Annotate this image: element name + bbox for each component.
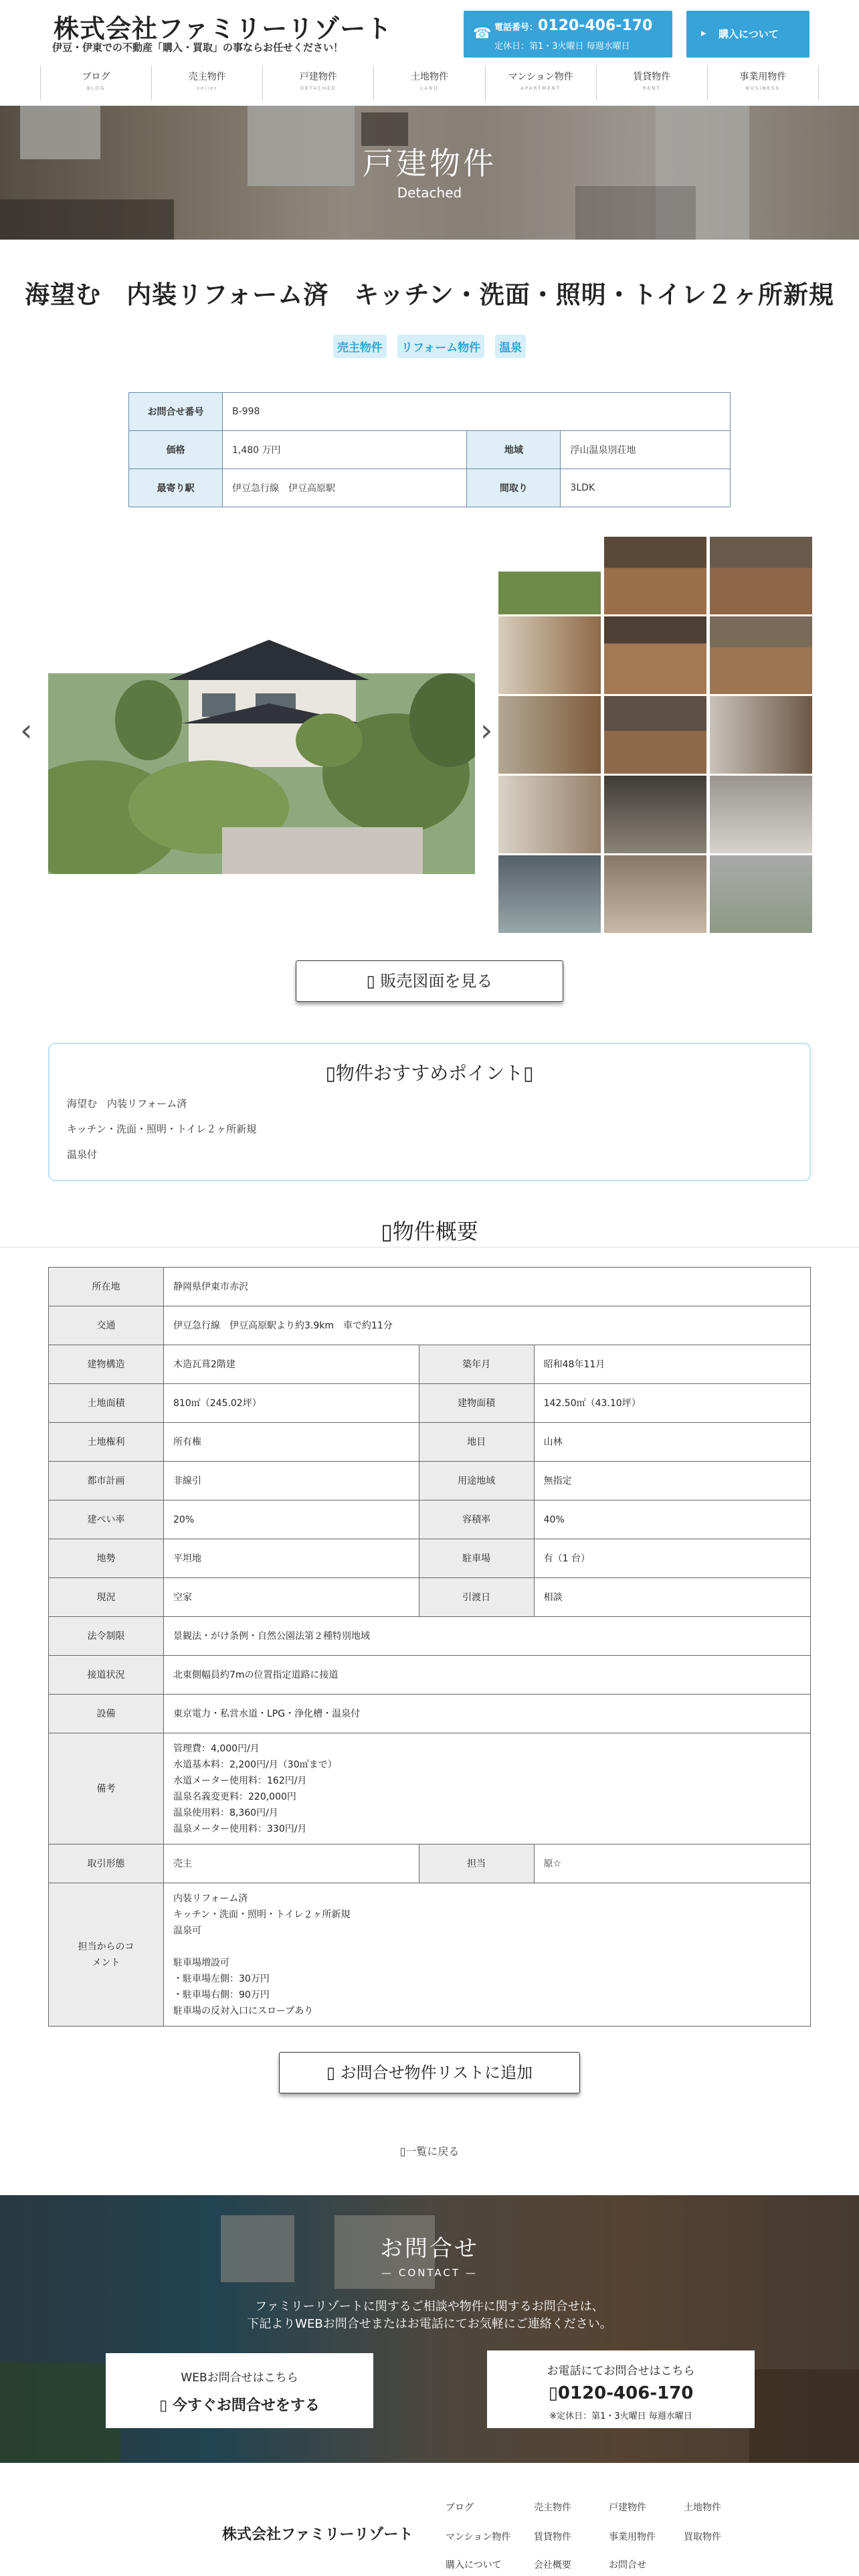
- nav-sublabel: LAND: [420, 86, 439, 91]
- structure-value: 木造瓦葺2階建: [164, 1345, 419, 1384]
- contact-phone-number: 0120-406-170: [557, 2383, 694, 2403]
- divider: [0, 1247, 859, 1248]
- thumbnail[interactable]: [498, 537, 601, 614]
- house-icon: ▯: [381, 1219, 393, 1244]
- nav-sublabel: BUSINESS: [745, 86, 780, 91]
- recommend-point: 海望む 内装リフォーム済: [67, 1098, 187, 1110]
- station-label: 最寄り駅: [129, 469, 223, 507]
- nav-item-blog[interactable]: [40, 66, 151, 100]
- phone-icon: ☎: [473, 25, 492, 42]
- road-label: 接道状況: [49, 1656, 164, 1695]
- zoning-label: 用途地域: [419, 1462, 534, 1500]
- thumbnail[interactable]: [710, 616, 812, 694]
- law-label: 法令制限: [49, 1617, 164, 1656]
- tag-onsen[interactable]: 温泉: [495, 335, 526, 358]
- contact-desc: 下記よりWEBお問合せまたはお電話にてお気軽にご連絡ください。: [247, 2317, 612, 2331]
- area-value: 浮山温泉別荘地: [561, 431, 731, 469]
- info-icon: ▸: [701, 27, 706, 39]
- footer-link[interactable]: ブログ: [446, 2502, 474, 2513]
- web-contact-button[interactable]: [106, 2353, 373, 2428]
- comment-spacer: [173, 1939, 801, 1955]
- deal-label: 取引形態: [49, 1844, 164, 1883]
- nav-item-detached[interactable]: [262, 66, 373, 100]
- buy-info-label: 購入について: [719, 28, 779, 40]
- facility-value: 東京電力・私営水道・LPG・浄化槽・温泉付: [164, 1695, 811, 1733]
- location-value: 静岡県伊東市赤沢: [164, 1268, 811, 1306]
- handover-label: 引渡日: [419, 1578, 534, 1617]
- nav-sublabel: DETACHED: [300, 86, 337, 91]
- city-plan-value: 非線引: [164, 1462, 419, 1500]
- facility-label: 設備: [49, 1695, 164, 1733]
- nav-item-business[interactable]: [707, 66, 819, 100]
- note-line: 管理費：4,000円/月: [173, 1743, 260, 1754]
- nav-label: 事業用物件: [739, 72, 787, 82]
- land-area-label: 土地面積: [49, 1384, 164, 1423]
- mail-icon: ▯: [159, 2397, 173, 2414]
- plus-icon: ▯: [326, 2063, 341, 2082]
- thumbnail[interactable]: [498, 776, 601, 853]
- parking-value: 有（1 台）: [534, 1539, 810, 1578]
- footer-link[interactable]: 会社概要: [534, 2560, 571, 2571]
- far-label: 容積率: [419, 1500, 534, 1539]
- phone-contact-label: お電話にてお問合せはこちら: [547, 2365, 695, 2378]
- city-plan-label: 都市計画: [49, 1462, 164, 1500]
- transport-label: 交通: [49, 1306, 164, 1345]
- thumbnail[interactable]: [498, 855, 601, 933]
- terrain-label: 地勢: [49, 1539, 164, 1578]
- phone-prefix: 電話番号：: [494, 23, 539, 33]
- nav-sublabel: BLOG: [86, 86, 106, 91]
- built-value: 昭和48年11月: [534, 1345, 810, 1384]
- contact-hours: ※定休日：第1・3火曜日 毎週水曜日: [549, 2411, 692, 2421]
- phone-number: 0120-406-170: [538, 17, 653, 34]
- tag-seller[interactable]: 売主物件: [333, 335, 387, 358]
- site-logo[interactable]: 株式会社ファミリーリゾート: [54, 14, 393, 44]
- phone-contact-box[interactable]: [487, 2350, 755, 2428]
- check-icon: ▯: [523, 1062, 534, 1084]
- layout-label: 間取り: [467, 469, 561, 507]
- property-title: 海望む 内装リフォーム済 キッチン・洗面・照明・トイレ２ヶ所新規: [25, 280, 834, 309]
- comment-value: [164, 1883, 811, 2027]
- road-value: 北東側幅員約7mの位置指定道路に接道: [164, 1656, 811, 1695]
- bldg-area-label: 建物面積: [419, 1384, 534, 1423]
- recommend-box: [48, 1043, 811, 1181]
- chevron-left-icon[interactable]: ‹: [20, 712, 33, 748]
- nav-sublabel: RENT: [642, 86, 661, 91]
- thumbnail[interactable]: [710, 537, 812, 614]
- bcr-value: 20%: [164, 1500, 419, 1539]
- floorplan-button[interactable]: [296, 960, 563, 1002]
- add-to-list-button[interactable]: [279, 2052, 580, 2093]
- overview-title: [0, 1215, 859, 1246]
- note-line: 温泉メーター使用料：330円/月: [173, 1823, 307, 1834]
- phone-icon: ▯: [548, 2383, 558, 2403]
- comment-line: 内装リフォーム済: [173, 1893, 248, 1904]
- site-header: [0, 0, 859, 106]
- status-label: 現況: [49, 1578, 164, 1617]
- main-photo: [48, 553, 475, 874]
- staff-label: 担当: [419, 1844, 534, 1883]
- land-area-value: 810㎡（245.02坪）: [164, 1384, 419, 1423]
- hero-subtitle: Detached: [397, 185, 462, 201]
- comment-line: ・駐車場左側：30万円: [173, 1973, 270, 1984]
- floorplan-button-label: 販売図面を見る: [380, 972, 493, 991]
- nav-label: 土地物件: [410, 72, 448, 82]
- land-right-value: 所有権: [164, 1423, 419, 1462]
- chevron-right-icon[interactable]: ›: [480, 712, 493, 748]
- parking-label: 駐車場: [419, 1539, 534, 1578]
- layout-value: 3LDK: [561, 469, 731, 507]
- hero-title: 戸建物件: [363, 145, 496, 181]
- back-icon: ▯: [399, 2145, 406, 2158]
- footer-link[interactable]: 売主物件: [534, 2502, 571, 2513]
- transport-value: 伊豆急行線 伊豆高原駅より約3.9km 車で約11分: [164, 1306, 811, 1345]
- nav-item-land[interactable]: [373, 66, 484, 100]
- staff-value: 原☆: [534, 1844, 810, 1883]
- recommend-point: キッチン・洗面・照明・トイレ２ヶ所新規: [67, 1123, 257, 1135]
- footer-link[interactable]: 土地物件: [684, 2502, 721, 2513]
- category-value: 山林: [534, 1423, 810, 1462]
- price-value: 1,480 万円: [223, 431, 467, 469]
- main-nav: [40, 66, 819, 100]
- footer-link[interactable]: 事業用物件: [609, 2532, 656, 2543]
- comment-line: 駐車場の反対入口にスロープあり: [173, 2005, 314, 2016]
- law-value: 景観法・がけ条例・自然公園法第２種特別地域: [164, 1617, 811, 1656]
- thumbnail[interactable]: [604, 855, 706, 933]
- handover-value: 相談: [534, 1578, 810, 1617]
- check-icon: ▯: [325, 1062, 336, 1084]
- web-contact-label: WEBお問合せはこちら: [181, 2371, 298, 2385]
- thumbnail-grid: [498, 537, 812, 933]
- note-line: 水道基本料：2,200円/月（30㎥まで）: [173, 1759, 337, 1770]
- nav-label: マンション物件: [508, 72, 573, 82]
- thumbnail[interactable]: [710, 855, 812, 933]
- built-label: 築年月: [419, 1345, 534, 1384]
- footer-link[interactable]: 購入について: [446, 2560, 502, 2571]
- buy-info-button[interactable]: [686, 11, 809, 58]
- footer-link[interactable]: マンション物件: [446, 2532, 511, 2543]
- land-right-label: 土地権利: [49, 1423, 164, 1462]
- back-to-list-label: 一覧に戻る: [405, 2145, 460, 2158]
- nav-label: ブログ: [82, 72, 110, 82]
- phone-button[interactable]: [464, 11, 672, 58]
- nav-label: 売主物件: [188, 72, 226, 82]
- status-value: 空家: [164, 1578, 419, 1617]
- thumbnail[interactable]: [604, 616, 706, 694]
- footer-link[interactable]: 買取物件: [684, 2532, 721, 2543]
- nav-label: 賃貸物件: [633, 72, 671, 82]
- deal-value: 売主: [164, 1844, 419, 1883]
- business-hours: 定休日：第1・3火曜日 毎週水曜日: [494, 41, 630, 52]
- comment-line: キッチン・洗面・照明・トイレ２ヶ所新規: [173, 1909, 351, 1920]
- add-to-list-label: お問合せ物件リストに追加: [340, 2063, 533, 2082]
- terrain-value: 平坦地: [164, 1539, 419, 1578]
- thumbnail[interactable]: [604, 776, 706, 853]
- note-line: 温泉使用料：8,360円/月: [173, 1807, 278, 1818]
- zoning-value: 無指定: [534, 1462, 810, 1500]
- tag-reform[interactable]: リフォーム物件: [397, 335, 484, 358]
- location-label: 所在地: [49, 1268, 164, 1306]
- bcr-label: 建ぺい率: [49, 1500, 164, 1539]
- nav-item-seller[interactable]: [151, 66, 262, 100]
- contact-desc: ファミリーリゾートに関するご相談や物件に関するお問合せは、: [255, 2300, 604, 2314]
- notes-value: [164, 1733, 811, 1844]
- overview-table: [48, 1267, 811, 2027]
- station-value: 伊豆急行線 伊豆高原駅: [223, 469, 467, 507]
- nav-item-rent[interactable]: [596, 66, 707, 100]
- bldg-area-value: 142.50㎡（43.10坪）: [534, 1384, 810, 1423]
- back-to-list-link[interactable]: [0, 2143, 859, 2158]
- nav-item-apartment[interactable]: [485, 66, 596, 100]
- structure-label: 建物構造: [49, 1345, 164, 1384]
- comment-line: 駐車場増設可: [173, 1957, 229, 1968]
- nav-sublabel: APARTMENT: [520, 86, 561, 91]
- thumbnail[interactable]: [604, 537, 706, 614]
- contact-subtitle: — CONTACT —: [381, 2267, 478, 2279]
- far-value: 40%: [534, 1500, 810, 1539]
- recommend-title: [50, 1059, 809, 1086]
- price-label: 価格: [129, 431, 223, 469]
- tag-list: [0, 335, 859, 358]
- area-label: 地域: [467, 431, 561, 469]
- footer-link[interactable]: 戸建物件: [609, 2502, 646, 2513]
- contact-title: お問合せ: [380, 2235, 479, 2262]
- note-line: 温泉名義変更料：220,000円: [173, 1791, 296, 1802]
- thumbnail[interactable]: [710, 776, 812, 853]
- thumbnail[interactable]: [710, 696, 812, 774]
- hero-banner: [0, 106, 859, 240]
- notes-label: 備考: [49, 1733, 164, 1844]
- contact-section: [0, 2195, 859, 2463]
- recommend-title-text: 物件おすすめポイント: [335, 1062, 524, 1084]
- footer-logo[interactable]: 株式会社ファミリーリゾート: [222, 2526, 413, 2543]
- nav-sublabel: seller: [197, 86, 218, 91]
- summary-table: [128, 392, 731, 507]
- comment-line: 温泉可: [173, 1925, 201, 1936]
- nav-label: 戸建物件: [299, 72, 337, 82]
- footer-link[interactable]: お問合せ: [609, 2560, 646, 2571]
- document-icon: ▯: [366, 972, 381, 991]
- id-value: B-998: [223, 393, 731, 431]
- tagline: 伊豆・伊東での不動産「購入・買取」の事ならお任せください！: [52, 41, 344, 54]
- thumbnail[interactable]: [604, 696, 706, 774]
- category-label: 地目: [419, 1423, 534, 1462]
- comment-label-text: 担当からのコメント: [78, 1941, 134, 1968]
- recommend-point: 温泉付: [67, 1148, 98, 1161]
- overview-title-text: 物件概要: [392, 1219, 478, 1244]
- thumbnail[interactable]: [498, 696, 601, 774]
- comment-label: [49, 1883, 164, 2027]
- footer-link[interactable]: 賃貸物件: [534, 2532, 571, 2543]
- id-label: お問合せ番号: [129, 393, 223, 431]
- comment-line: ・駐車場右側：90万円: [173, 1989, 270, 2000]
- note-line: 水道メーター使用料：162円/月: [173, 1775, 307, 1786]
- web-contact-cta: 今すぐお問合せをする: [172, 2397, 320, 2414]
- thumbnail[interactable]: [498, 616, 601, 694]
